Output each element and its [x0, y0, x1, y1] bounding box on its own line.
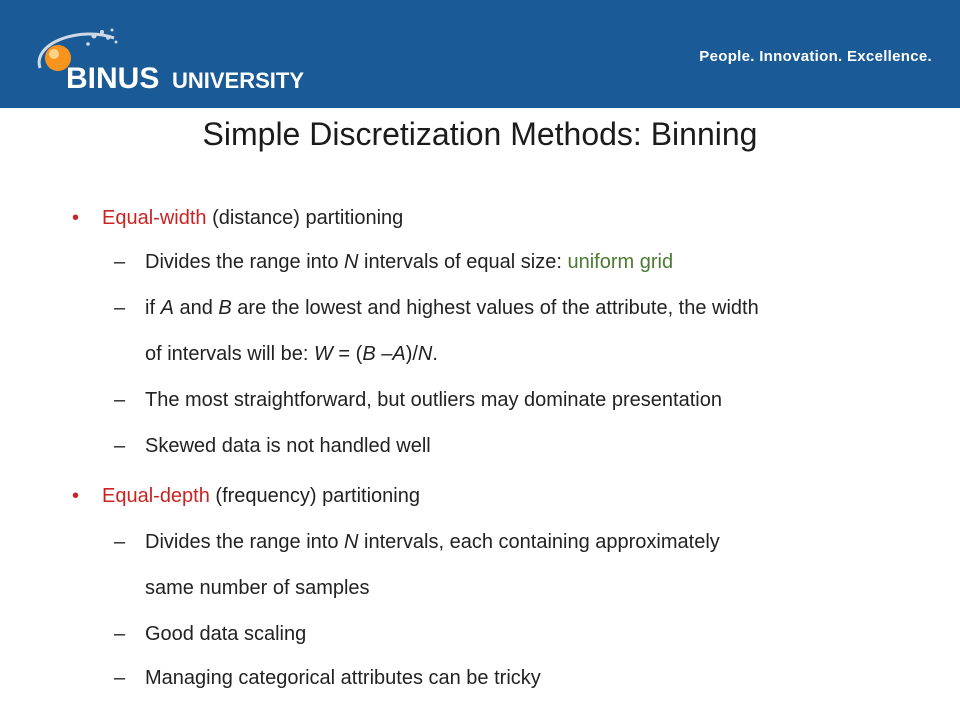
- logo-university: UNIVERSITY: [172, 68, 305, 93]
- section-heading-highlight: Equal-depth: [102, 485, 210, 507]
- logo-binus: BINUS: [66, 62, 160, 95]
- slide: BINUS UNIVERSITY People. Innovation. Excellence. Simple Discretization Methods: Binning • Equal-width (distance) partitioning – Divides the range into N intervals of equal size: uniform grid – if A and B are the lowest and highest values of the attribute, the width of intervals will be: W = (B –A)/N. – The most straightforward, but outliers may dominate presentation – Skewed data is not handled well • Equal-depth (frequency) partitioning – Divides the range into N intervals, each containing approximately same number of samples – Good data scaling – Managing categorical attributes can be tricky: [0, 0, 960, 720]
- header-band: [0, 0, 960, 108]
- binus-logo: [22, 20, 352, 100]
- slide-title: Simple Discretization Methods: Binning: [202, 116, 758, 152]
- bullet-icon: •: [72, 485, 80, 507]
- header-tagline: People. Innovation. Excellence.: [699, 48, 932, 65]
- section-heading-rest: (distance) partitioning: [206, 207, 404, 229]
- section-heading-rest: (frequency) partitioning: [209, 485, 420, 507]
- bullet-icon: •: [72, 207, 80, 229]
- section-heading-highlight: Equal-width: [102, 207, 207, 229]
